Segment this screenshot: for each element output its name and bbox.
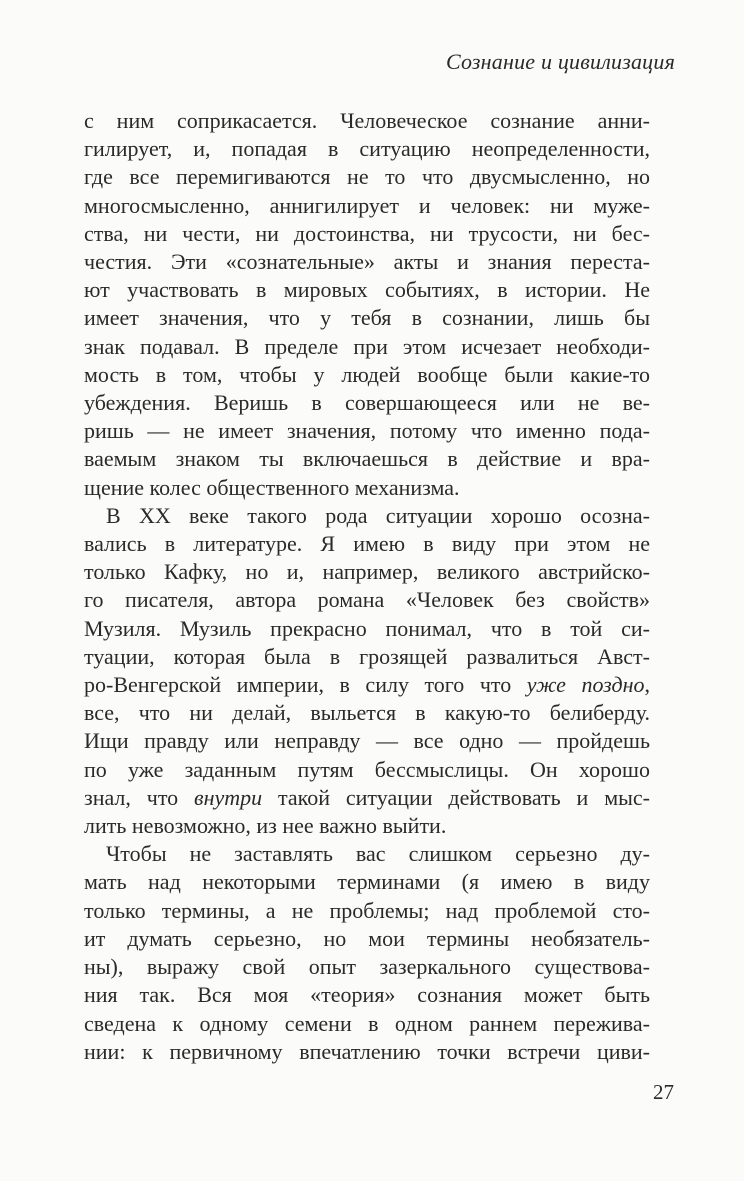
text-line (84, 417, 650, 445)
text-line (84, 192, 650, 220)
text-line (84, 1010, 650, 1038)
text-line (84, 981, 650, 1009)
text-line (84, 868, 650, 896)
text-segment: , (644, 672, 650, 698)
text-segment: с ним соприкасается. Человеческое сознание анни- (84, 108, 650, 133)
text-line (84, 389, 650, 417)
text-segment: ют участвовать в мировых событиях, в истории. Не (84, 277, 650, 303)
paragraph (84, 502, 650, 840)
text-segment: все, что ни делай, выльется в какую-то белиберду. (84, 700, 650, 726)
text-line (84, 727, 650, 755)
text-line (84, 586, 650, 614)
text-line (84, 953, 650, 981)
body-text (84, 107, 650, 1066)
text-segment: ит думать серьезно, но мои термины необязатель- (84, 925, 650, 951)
text-segment: только термины, а не проблемы; над проблемой сто- (84, 897, 650, 923)
text-line (84, 333, 650, 361)
text-line (84, 615, 650, 643)
text-segment: щение колес общественного механизма. (84, 474, 460, 500)
text-segment: Музиля. Музиль прекрасно понимал, что в той си- (84, 615, 650, 641)
text-line (84, 558, 650, 586)
text-segment: нии: к первичному впечатлению точки встречи циви- (84, 1038, 650, 1064)
text-segment: лить невозможно, из нее важно выйти. (84, 813, 447, 839)
text-line (84, 756, 650, 784)
running-header: Сознание и цивилизация (445, 49, 675, 74)
text-line (84, 1038, 650, 1066)
text-segment: где все перемигиваются не то что двусмысленно, но (84, 164, 650, 190)
text-line (84, 304, 650, 332)
paragraph (84, 840, 650, 1066)
text-segment: такой ситуации действовать и мыс- (262, 784, 650, 810)
text-line (84, 897, 650, 925)
text-segment: знал, что (84, 784, 195, 810)
text-line (84, 107, 650, 135)
text-line (84, 163, 650, 191)
text-segment: В ХХ веке такого рода ситуации хорошо осозна- (106, 502, 650, 528)
text-line (84, 502, 650, 530)
italic-text: уже поздно (526, 672, 645, 698)
text-segment: ства, ни чести, ни достоинства, ни трусости, ни бес- (84, 220, 650, 246)
text-segment: знак подавал. В пределе при этом исчезает необходи- (84, 333, 650, 359)
text-segment: Чтобы не заставлять вас слишком серьезно ду- (106, 841, 650, 867)
text-line (84, 925, 650, 953)
text-line (84, 361, 650, 389)
text-line (84, 671, 650, 699)
text-line (84, 784, 650, 812)
page-number: 27 (653, 1080, 674, 1104)
text-segment: по уже заданным путям бессмыслицы. Он хорошо (84, 756, 650, 782)
text-line (84, 135, 650, 163)
text-segment: ваемым знаком ты включаешься в действие и вра- (84, 446, 650, 472)
text-segment: ны), выражу свой опыт зазеркального существова- (84, 954, 650, 980)
text-segment: сведена к одному семени в одном раннем пережива- (84, 1010, 650, 1036)
text-segment: ришь — не имеет значения, потому что именно пода- (84, 418, 650, 444)
text-line (84, 220, 650, 248)
text-line (84, 812, 650, 840)
text-line (84, 530, 650, 558)
text-segment: вались в литературе. Я имею в виду при этом не (84, 531, 650, 557)
text-line (84, 840, 650, 868)
text-segment: Ищи правду или неправду — все одно — пройдешь (84, 728, 650, 754)
text-segment: ния так. Вся моя «теория» сознания может быть (84, 982, 650, 1008)
text-line (84, 248, 650, 276)
text-segment: честия. Эти «сознательные» акты и знания переста- (84, 249, 650, 275)
text-segment: мость в том, чтобы у людей вообще были какие-то (84, 361, 650, 387)
text-segment: многосмысленно, аннигилирует и человек: ни муже- (84, 192, 650, 218)
text-line (84, 643, 650, 671)
text-segment: туации, которая была в грозящей развалиться Авст- (84, 643, 650, 669)
text-segment: мать над некоторыми терминами (я имею в виду (84, 869, 650, 895)
text-segment: гилирует, и, попадая в ситуацию неопределенности, (84, 136, 650, 162)
italic-text: внутри (194, 784, 263, 810)
text-segment: ро-Венгерской империи, в силу того что (84, 672, 527, 698)
text-segment: го писателя, автора романа «Человек без свойств» (84, 587, 650, 613)
text-segment: имеет значения, что у тебя в сознании, лишь бы (84, 305, 650, 331)
text-line (84, 474, 650, 502)
text-line (84, 445, 650, 473)
text-segment: убеждения. Веришь в совершающееся или не ве- (84, 390, 650, 416)
text-line (84, 276, 650, 304)
text-line (84, 699, 650, 727)
text-segment: только Кафку, но и, например, великого австрийско- (84, 559, 650, 585)
paragraph (84, 107, 650, 502)
